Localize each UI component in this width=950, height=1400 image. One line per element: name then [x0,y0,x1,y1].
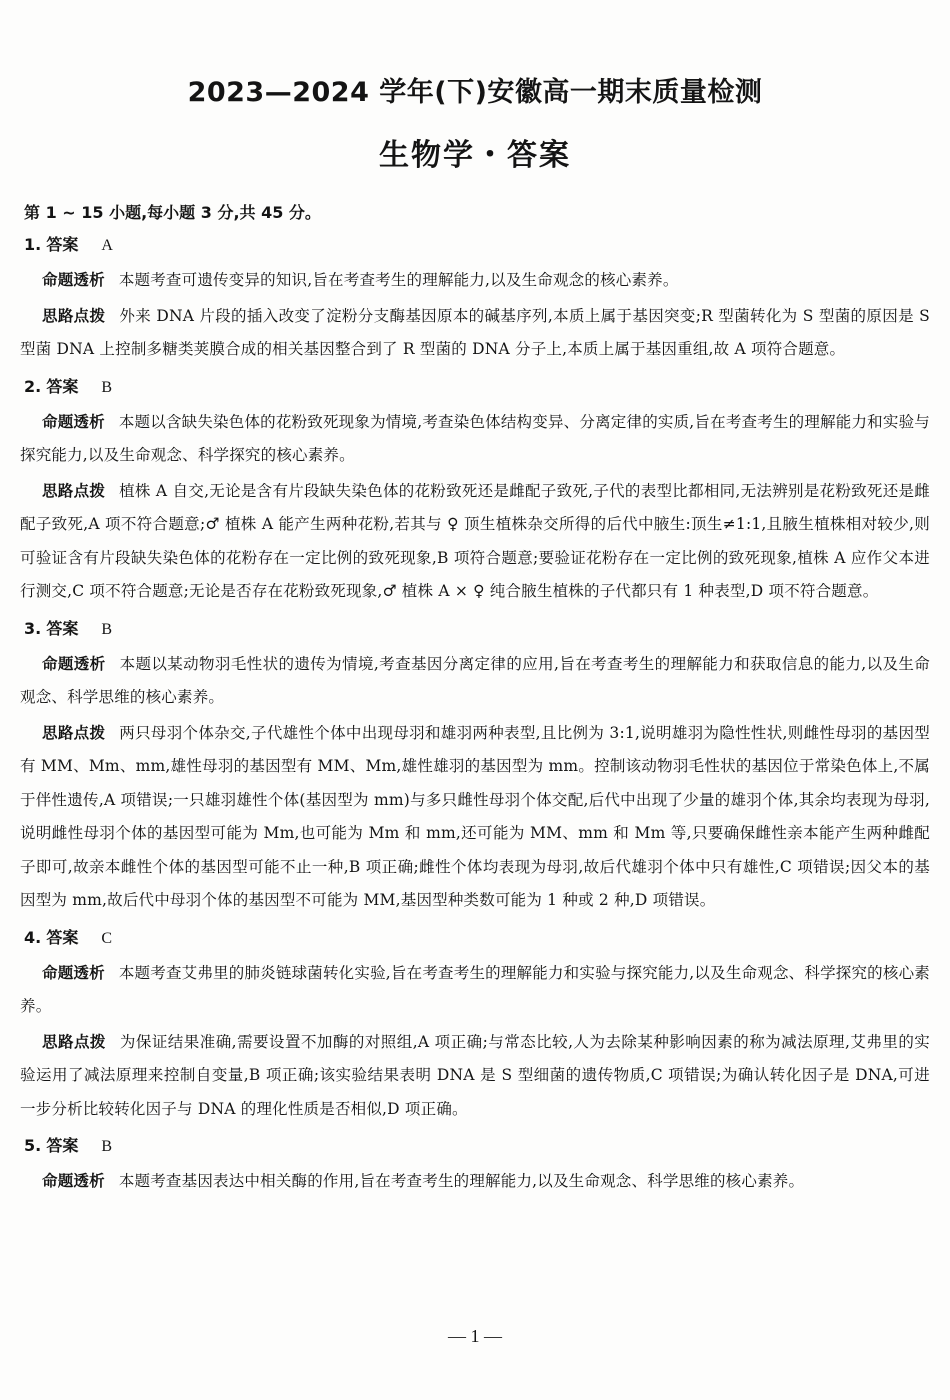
question-number: 4. [24,927,42,947]
question-header [24,1134,930,1159]
hint-text: 为保证结果准确,需要设置不加酶的对照组,A 项正确;与常态比较,人为去除某种影响因素的称为减法原理,艾弗里的实验运用了减法原理来控制自变量,B 项正确;该实验结果表明 DNA 是 S 型细菌的遗传物质,C 项错误;为确认转化因子是 DNA,可进一步分析比较转化因子与 DNA 的理化性质是否相似,D 项正确。 [20,1032,930,1118]
question-block [20,1134,930,1199]
hint-text: 两只母羽个体杂交,子代雄性个体中出现母羽和雄羽两种表型,且比例为 3:1,说明雄羽为隐性性状,则雌性母羽的基因型有 MM、Mm、mm,雄性母羽的基因型有 MM、Mm,雄性雄羽的基因型为 mm。控制该动物羽毛性状的基因位于常染色体上,不属于伴性遗传,A 项错误;一只雄羽雄性个体(基因型为 mm)与多只雌性母羽个体交配,后代中出现了少量的雄羽个体,其余均表现为母羽,说明雌性母羽个体的基因型可能为 Mm,也可能为 Mm 和 mm,还可能为 MM、mm 和 Mm 等,只要确保雌性亲本能产生两种雌配子即可,故亲本雌性个体的基因型可能不止一种,B 项正确;雌性个体均表现为母羽,故后代雄羽个体中只有雄性,C 项错误;因父本的基因型为 mm,故后代中母羽个体的基因型不可能为 MM,基因型种类数可能为 1 种或 2 种,D 项错误。 [20,723,930,909]
analysis-label: 命题透析 [42,963,105,982]
hint-label: 思路点拨 [42,481,106,500]
analysis-paragraph [20,406,930,473]
answer-value: C [101,929,113,947]
answer-value: B [101,378,113,396]
question-number: 3. [24,618,42,638]
analysis-label: 命题透析 [42,1172,105,1190]
hint-label: 思路点拨 [42,1032,106,1051]
analysis-paragraph [20,648,930,715]
analysis-label: 命题透析 [42,271,105,289]
answer-label: 答案 [46,618,79,638]
question-block [20,617,930,918]
analysis-text: 本题以含缺失染色体的花粉致死现象为情境,考查染色体结构变异、分离定律的实质,旨在考查考生的理解能力和实验与探究能力,以及生命观念、科学探究的核心素养。 [20,412,930,464]
answer-content [20,200,930,1201]
document-title: 2023—2024 学年(下)安徽高一期末质量检测 [187,77,763,108]
question-number: 1. [24,235,42,254]
hint-text: 植株 A 自交,无论是含有片段缺失染色体的花粉致死还是雌配子致死,子代的表型比都相同,无法辨别是花粉致死还是雌配子致死,A 项不符合题意;♂ 植株 A 能产生两种花粉,若其与 ♀ 顶生植株杂交所得的后代中腋生:顶生≠1:1,且腋生植株相对较少,则可验证含有片段缺失染色体的花粉存在一定比例的致死现象,B 项符合题意;要验证花粉存在一定比例的致死现象,植株 A 应作父本进行测交,C 项不符合题意;无论是否存在花粉致死现象,♂ 植株 A × ♀ 纯合腋生植株的子代都只有 1 种表型,D 项不符合题意。 [20,481,930,600]
hint-label: 思路点拨 [42,723,106,742]
analysis-text: 本题以某动物羽毛性状的遗传为情境,考查基因分离定律的应用,旨在考查考生的理解能力和获取信息的能力,以及生命观念、科学思维的核心素养。 [20,654,930,706]
hint-paragraph [20,717,930,918]
question-header [24,233,930,258]
analysis-label: 命题透析 [42,412,105,431]
answer-label: 答案 [46,376,79,396]
document-subtitle: 生物学・答案 [379,138,571,173]
page-number: — 1 — [448,1326,502,1346]
hint-paragraph [20,1026,930,1127]
answer-value: A [101,237,113,254]
question-block [20,375,930,609]
question-block [20,233,930,367]
analysis-text: 本题考查基因表达中相关酶的作用,旨在考查考生的理解能力,以及生命观念、科学思维的核心素养。 [118,1172,805,1190]
answer-value: B [101,1138,113,1155]
answer-label: 答案 [46,927,79,947]
section-intro: 第 1 ~ 15 小题,每小题 3 分,共 45 分。 [24,203,321,222]
answer-value: B [101,620,113,638]
hint-paragraph [20,475,930,609]
question-number: 2. [24,376,42,396]
question-number: 5. [24,1136,42,1155]
analysis-text: 本题考查艾弗里的肺炎链球菌转化实验,旨在考查考生的理解能力和实验与探究能力,以及生命观念、科学探究的核心素养。 [20,963,930,1015]
question-header [24,617,930,642]
question-block [20,926,930,1127]
answer-label: 答案 [46,1136,79,1155]
hint-label: 思路点拨 [42,306,106,325]
hint-text: 外来 DNA 片段的插入改变了淀粉分支酶基因原本的碱基序列,本质上属于基因突变;R 型菌转化为 S 型菌的原因是 S 型菌 DNA 上控制多糖类荚膜合成的相关基因整合到了 R 型菌的 DNA 分子上,本质上属于基因重组,故 A 项符合题意。 [20,306,930,358]
question-header [24,375,930,400]
question-header [24,926,930,951]
analysis-paragraph [20,1165,930,1199]
analysis-text: 本题考查可遗传变异的知识,旨在考查考生的理解能力,以及生命观念的核心素养。 [118,271,679,289]
analysis-paragraph [20,264,930,298]
analysis-paragraph [20,957,930,1024]
hint-paragraph [20,300,930,367]
analysis-label: 命题透析 [42,654,106,673]
answer-label: 答案 [46,235,79,254]
